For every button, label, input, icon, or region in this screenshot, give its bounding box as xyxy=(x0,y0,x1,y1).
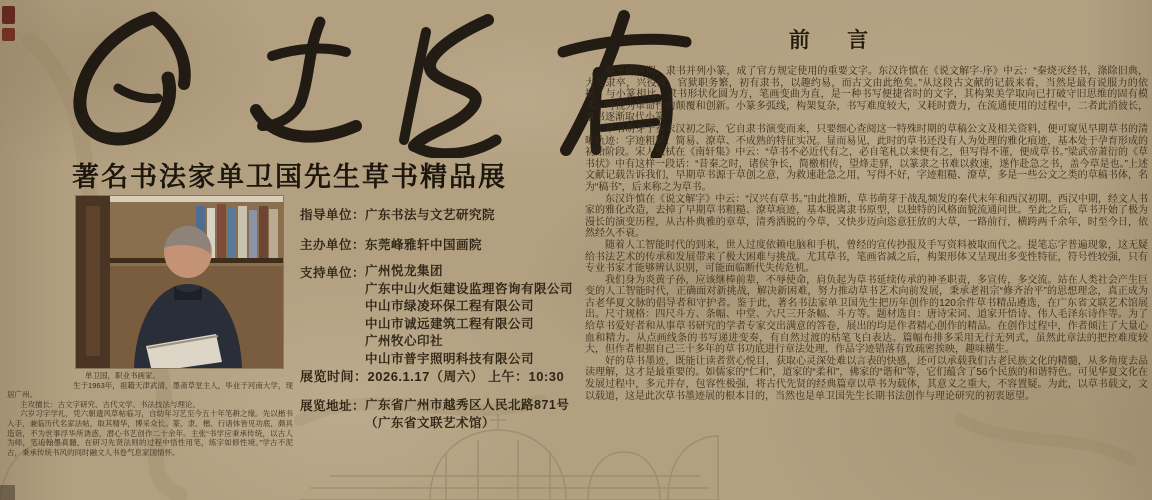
support-unit-item: 中山市绿凌环保工程有限公司 xyxy=(365,299,535,313)
exhibition-subtitle: 著名书法家单卫国先生草书精品展 xyxy=(72,162,507,192)
support-unit-label: 支持单位： xyxy=(300,266,366,280)
bio-line-1: 单卫国，职业书画家。 xyxy=(85,371,160,380)
guide-unit-value: 广东书法与文艺研究院 xyxy=(365,208,496,222)
support-unit-item: 广州悦龙集团 xyxy=(365,264,444,278)
red-seal-top xyxy=(2,6,15,24)
preface-paragraph: 草书萌芽于秦末汉初之际，它自隶书演变而来，只要细心查阅这一特殊时期的草稿公文及相关资料，便可窥见早期草书的清晰轨迹：字迹粗糙、简易、潦草、不成熟的特征实况。显而易见，此时的草书还没有人为处理的雅化痕迹，基本处于孕育形成的初始阶段。宋人张栻在《南轩集》中云：“草书不必近代有之，必自笔札以来便有之，但写得不谨，便成草书。”梁武帝萧衍的《草书状》中有这样一段话：“昔秦之时，诸侯争长，简檄相传，望烽走驿，以篆隶之书难以救速，遂作赴急之书，盖今草是也。”上述文献记载告诉我们，早期草书源于草创之意，为救速赴急之用，写得不好，字迹粗糙、潦草，多是一些公文之类的草稿书体，名为“稿书”，后来称之为草书。 xyxy=(585,123,1148,193)
preface-body xyxy=(585,66,1148,402)
artist-photo-image xyxy=(76,196,283,368)
guide-unit-row xyxy=(300,205,495,223)
exhibition-venue-row xyxy=(300,396,569,432)
artist-photo xyxy=(76,196,283,368)
red-seal-bottom xyxy=(2,28,15,41)
support-unit-item: 中山市诚远建筑工程有限公司 xyxy=(365,316,535,331)
corner-mark xyxy=(0,485,15,500)
guide-unit-label: 指导单位： xyxy=(300,208,366,222)
support-unit-item: 中山市普宇照明科技有限公司 xyxy=(365,351,535,366)
support-unit-list xyxy=(365,263,573,368)
bio-line-3: 主攻擅长：古文字研究、古代文学、书法技法与理论。 xyxy=(20,399,200,409)
preface-paragraph: 东汉许慎在《说文解字》中云：“汉兴有草书。”由此推断，草书萌芽于战乱频发的秦代末年和西汉初期。西汉中期，经文人书家的雅化改造，去掉了早期草书粗糙、潦草痕迹，基本脱离隶书原型，以独特的风格面貌流通问世。至此之后，草书开始了极为漫长的演变历程，从古朴典雅的章草，清秀洒脱的今草，又快步迈向恣意狂放的大草，一路前行，横跨两千余年，时至今日，依然经久不衰。 xyxy=(585,193,1148,240)
exhibition-venue-note: （广东省文联艺术馆） xyxy=(365,416,496,430)
artist-bio xyxy=(7,371,293,457)
bio-line-2: 生于1963年，祖籍天津武清，墨斋草堂主人，毕业于河南大学，现居广州。 xyxy=(7,380,293,400)
exhibition-time-label: 展览时间： xyxy=(300,369,368,384)
bio-line-4: 六岁习字学礼，凭六朝遗风草帖临习，自幼年习艺至今五十年笔耕之缘。先以楷书入手，兼临历代名家法帖，取其精华，博采众长。篆、隶、楷、行诸体皆见功底，颇具造诣，不为世事浮华所诱惑，潜心书艺创作二十余年。主张“书学应秉承传统，以古人为师，笔追翰墨真髓，在研习先贤法则的过程中悟性用笔，练字如修性境。”学古不泥古，秉承传统书风的同时融文人书卷气息家国情怀。 xyxy=(7,409,293,457)
support-unit-item: 广州牧心印社 xyxy=(365,334,444,348)
exhibition-time-row xyxy=(300,366,564,385)
preface-title: 前 言 xyxy=(788,28,885,52)
preface-paragraph: 好的草书墨迹，既能让读者赏心悦目，获取心灵深处难以言表的快感，还可以承载我们古老民族文化的精髓，从多角度去品读理解，这才是最重要的。如儒家的“仁和”，道家的“柔和”，佛家的“谐和”等，它们蕴含了56个民族的和谐特色。可见华夏文化在发展过程中，多元并存，包容性极强，将古代先贤的经典篇章以草书为载体，其意义之重大，不容置疑。为此，以草书载文，文以载道，这是此次草书墨迹展的根本目的，当然也是单卫国先生长期书法创作与理论研究的初衷愿望。 xyxy=(585,355,1148,402)
exhibition-venue-value: 广东省广州市越秀区人民北路871号 xyxy=(365,398,570,412)
host-unit-row xyxy=(300,235,482,253)
preface-paragraph: 秦王朝时期，隶书并列小篆，成了官方规定使用的重要文字。东汉许慎在《说文解字·序》中云：“秦烧灭经书，涤除旧典，大发隶卒，兴役戍，官狱职务繁，初有隶书，以趣约易，而古文由此绝矣。”从这段古文献的记载来看，当然是最有说服力的依据。与小篆相比，隶书形状化圆为方，笔画变曲为直，是一种书写便捷省时的文字，其构架美学取向已打破守旧思维的固有模式，可视为革命性的颠覆和创新。小篆多弧线，构架复杂，书写难度较大，又耗时费力，在流通使用的过程中，二者此消彼长，隶书逐渐取代小篆。 xyxy=(585,66,1148,124)
preface-section xyxy=(585,24,1148,402)
host-unit-label: 主办单位： xyxy=(300,238,366,252)
exhibition-venue-wrap xyxy=(365,396,569,432)
support-unit-item: 广东中山火炬建设监理咨询有限公司 xyxy=(365,281,574,296)
support-units-row xyxy=(300,263,573,368)
preface-paragraph: 随着人工智能时代的到来，世人过度依赖电脑和手机，曾经的宣传抄报及手写资料被取而代之。提笔忘字普遍现象，这无疑给书法艺术的传承和发展带来了极大困难与挑战。尤其草书，笔画省减之后，构架形体又呈现出多变性特征，符号性较强，只有专业书家才能够辨认识别，可能面临断代失传危机。 xyxy=(585,239,1148,275)
exhibition-venue-label: 展览地址： xyxy=(300,399,366,413)
exhibition-time-value: 2026.1.17（周六） 上午：10:30 xyxy=(367,369,565,384)
preface-paragraph: 我们身为炎黄子孙，应该继棒前辈，不辱使命，肩负起为草书延续传承的神圣职责，多宣传，多交流。站在人类社会产生巨变的人工智能时代，正确面对新挑战，解决新困难，努力推动草书艺术向前发展，秉承老祖宗“修齐治平”的思想理念，真正成为古老华夏文脉的倡导者和守护者。鉴于此，著名书法家单卫国先生把历年创作的120余件草书精品遴选，在广东省文联艺术馆展出。尺寸规格：四尺斗方、条幅、中堂、六尺三开条幅、斗方等。题材选自：唐诗宋词、道家开悟诗、伟人毛泽东诗作等。为了给草书爱好者和从事草书研究的学者专家交出满意的答卷，展出的均是作者精心创作的精品。在创作过程中，作者倾注了大量心血和精力。从点画线条的书写递进变奏，有自然过渡的枯笔飞白表达。篇幅布排多采用无行无列式，虽然此章法的把控难度较大，但作者根据自己三十多年的草书功底进行章法处理，作品字迹错落有致疏密挨映，趣味横生。 xyxy=(585,274,1148,356)
host-unit-value: 东莞峰雅轩中国画院 xyxy=(365,238,483,252)
